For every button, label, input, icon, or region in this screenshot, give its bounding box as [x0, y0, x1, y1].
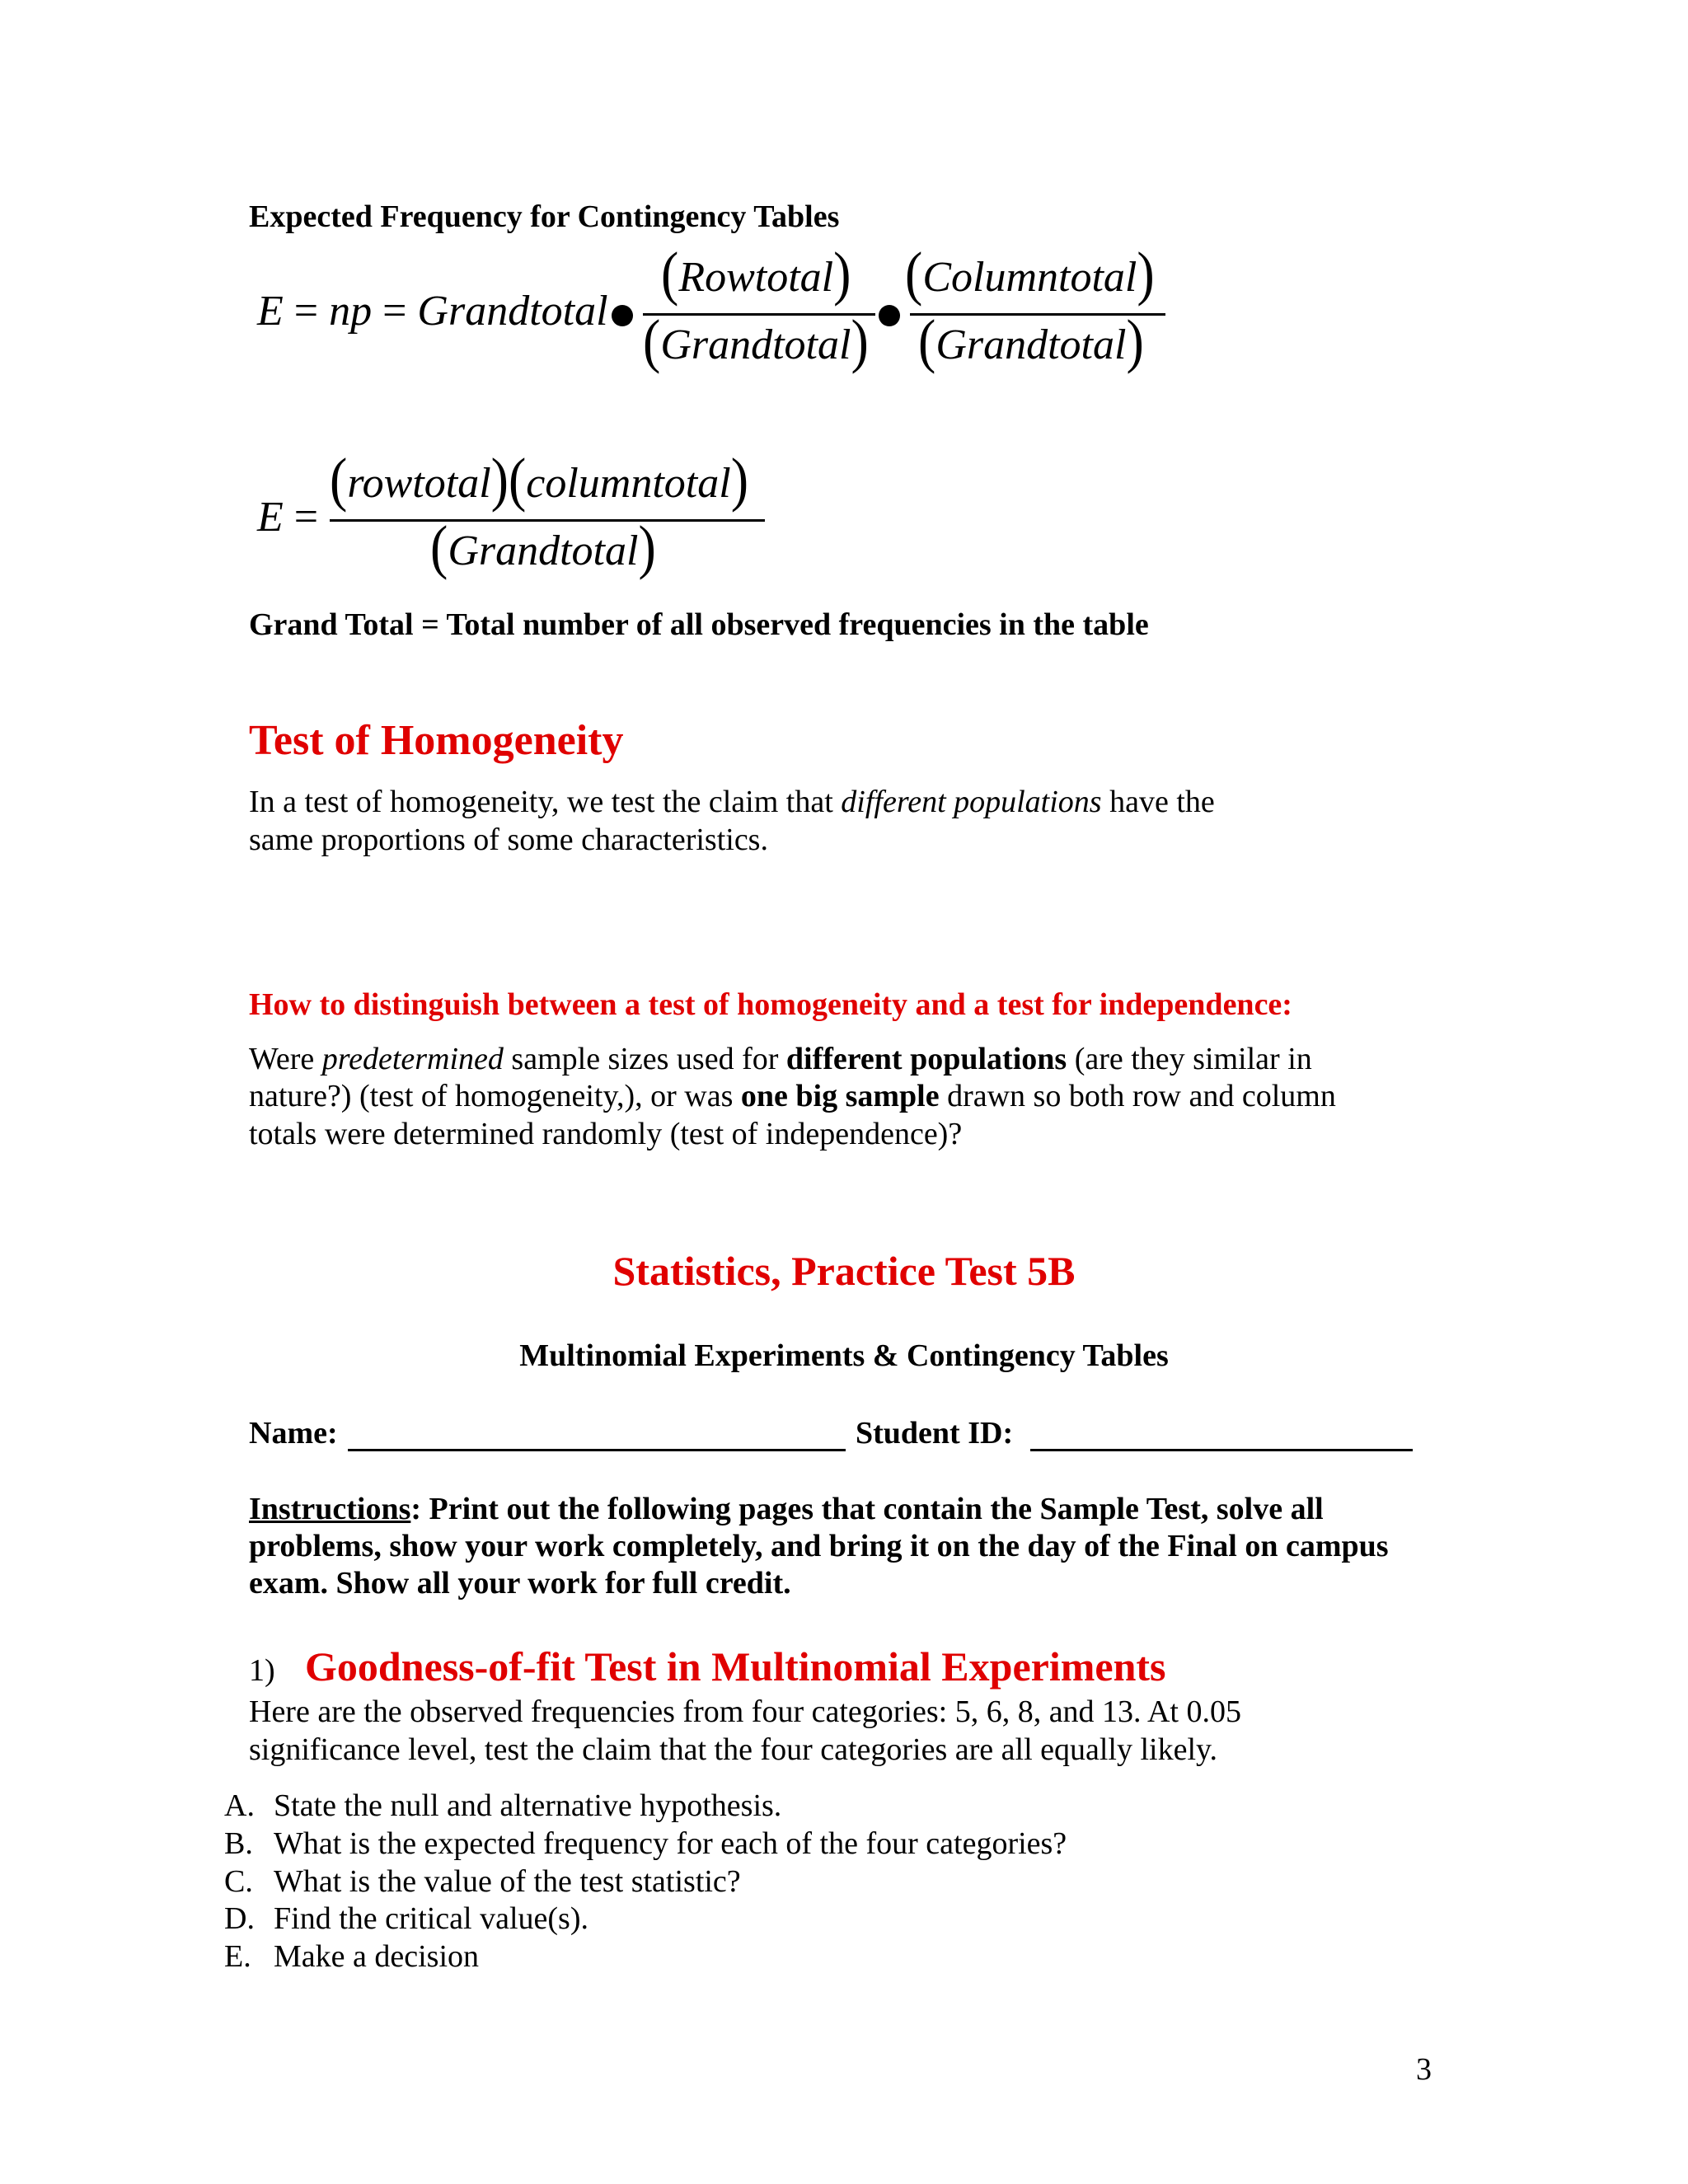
question-line-1: Here are the observed frequencies from four categories: 5, 6, 8, and 13. At 0.05 — [249, 1694, 1241, 1729]
grand-total-definition: Grand Total = Total number of all observed frequencies in the table — [249, 607, 1149, 642]
student-id-label: Student ID: — [856, 1416, 1014, 1451]
formula1-num2: Columntotal — [922, 254, 1137, 301]
fraction-bar — [643, 313, 875, 316]
formula1-den2: Grandtotal — [935, 321, 1127, 368]
instructions-line-1: Instructions: Print out the following pages that contain the Sample Test, solve all — [249, 1492, 1324, 1526]
question-title: Goodness-of-fit Test in Multinomial Experiments — [305, 1643, 1166, 1690]
name-field[interactable] — [348, 1449, 846, 1451]
student-id-field[interactable] — [1030, 1449, 1413, 1451]
distinguish-heading: How to distinguish between a test of homogeneity and a test for independence: — [249, 987, 1292, 1022]
formula2-num-a: rowtotal — [347, 460, 491, 507]
list-item: D. Find the critical value(s). — [224, 1901, 588, 1936]
question-line-2: significance level, test the claim that the four categories are all equally likely. — [249, 1732, 1218, 1767]
list-item: E. Make a decision — [224, 1939, 480, 1974]
formula2-lhs: E — [257, 494, 284, 541]
list-item: B. What is the expected frequency for each of the four categories? — [224, 1826, 1067, 1861]
formula1-lhs: E — [257, 288, 284, 335]
homogeneity-line-2: same proportions of some characteristics. — [249, 823, 768, 857]
practice-test-title: Statistics, Practice Test 5B — [612, 1248, 1076, 1294]
formula1-grand: Grandtotal — [417, 288, 608, 335]
expected-frequency-heading: Expected Frequency for Contingency Tables — [249, 199, 840, 234]
page-number: 3 — [1416, 2052, 1432, 2087]
practice-test-subtitle: Multinomial Experiments & Contingency Tables — [519, 1338, 1169, 1373]
formula1-eq1: = — [293, 288, 319, 335]
formula2-eq: = — [293, 494, 319, 541]
name-label: Name: — [249, 1416, 338, 1451]
list-item: C. What is the value of the test statistic? — [224, 1864, 741, 1899]
multiply-dot-icon — [879, 305, 900, 326]
distinguish-line-3: totals were determined randomly (test of independence)? — [249, 1117, 963, 1151]
formula2-den: Grandtotal — [448, 527, 639, 574]
question-number: 1) — [249, 1653, 275, 1688]
multiply-dot-icon — [612, 305, 633, 326]
list-item: A. State the null and alternative hypothesis. — [224, 1788, 782, 1823]
fraction-bar — [330, 519, 765, 522]
distinguish-line-2: nature?) (test of homogeneity,), or was one big sample drawn so both row and column — [249, 1079, 1336, 1113]
homogeneity-title: Test of Homogeneity — [249, 717, 624, 764]
formula1-np: np — [329, 288, 373, 335]
formula2-num-b: columntotal — [526, 460, 731, 507]
distinguish-line-1: Were predetermined sample sizes used for different populations (are they similar in — [249, 1042, 1312, 1076]
formula1-num1: Rowtotal — [678, 254, 834, 301]
instructions-line-2: problems, show your work completely, and bring it on the day of the Final on campus — [249, 1529, 1389, 1563]
homogeneity-line-1: In a test of homogeneity, we test the claim that different populations have the — [249, 785, 1215, 819]
instructions-line-3: exam. Show all your work for full credit. — [249, 1566, 791, 1601]
formula1-eq2: = — [382, 288, 407, 335]
formula1-den1: Grandtotal — [660, 321, 851, 368]
